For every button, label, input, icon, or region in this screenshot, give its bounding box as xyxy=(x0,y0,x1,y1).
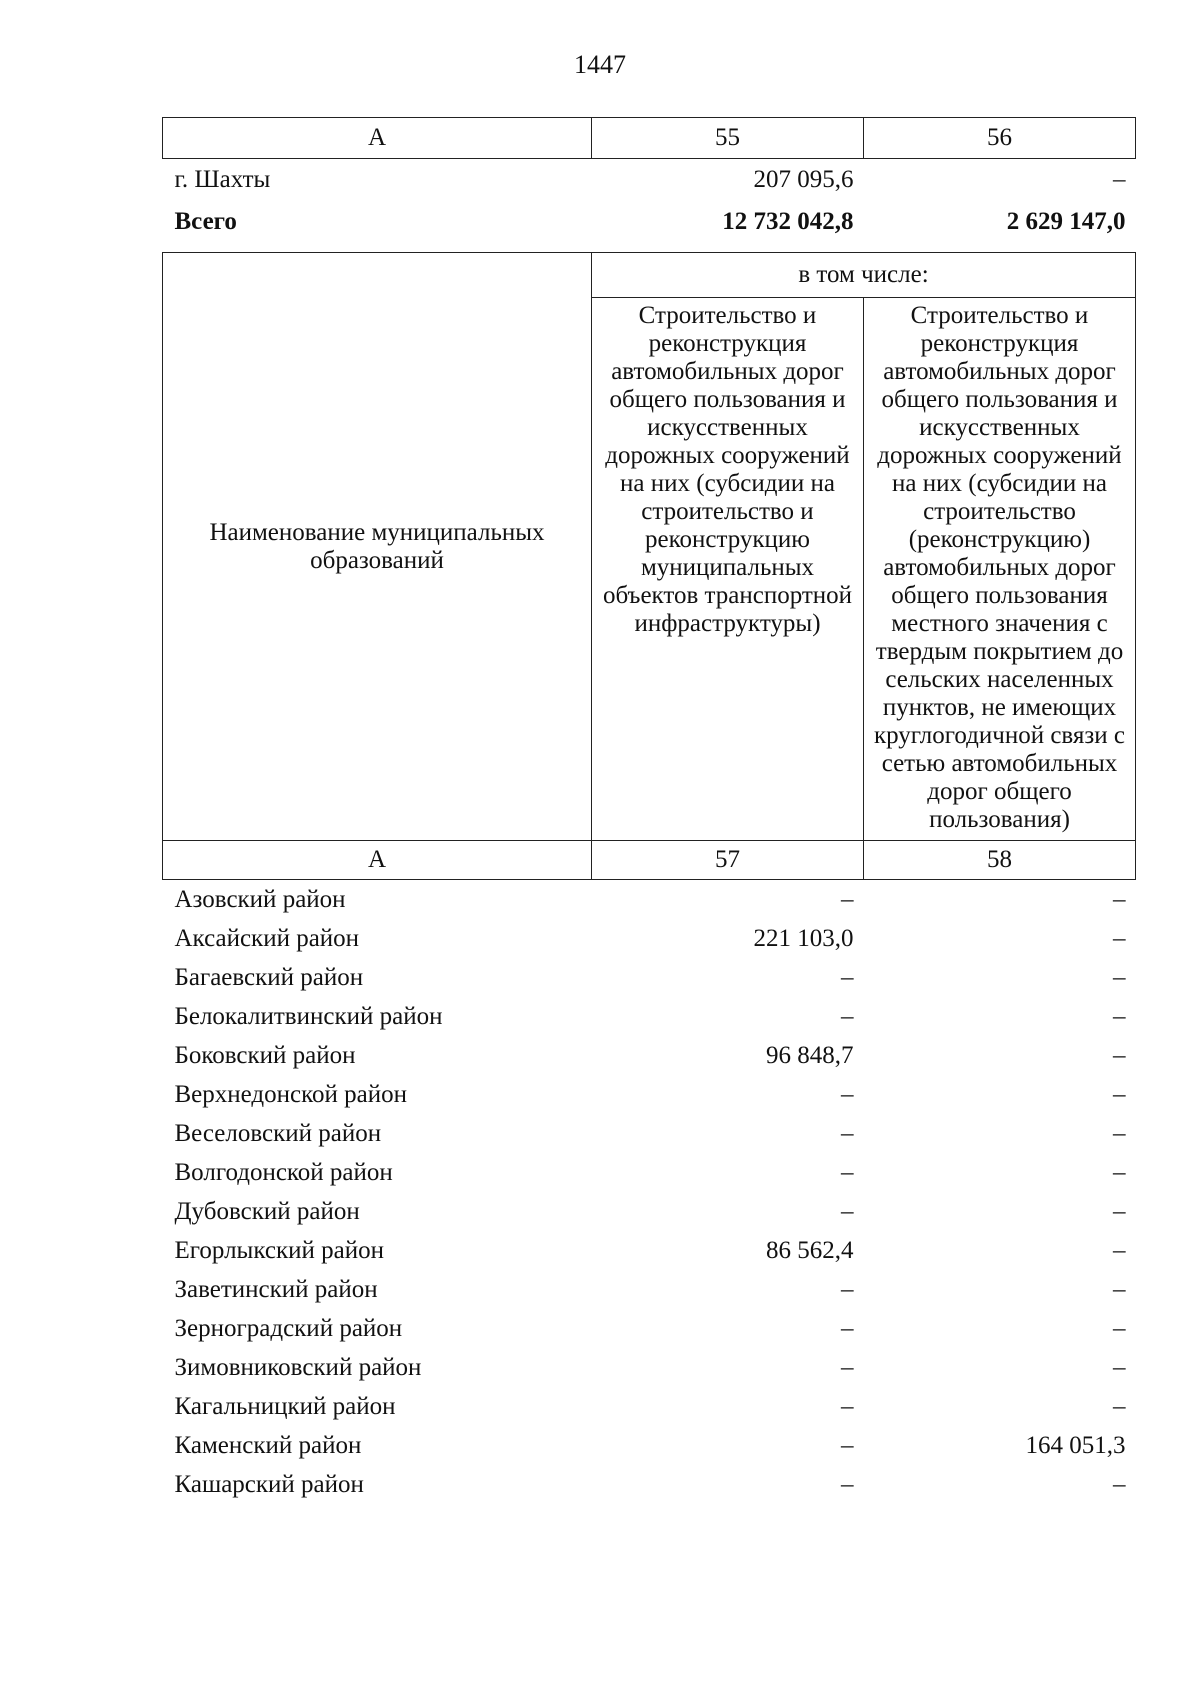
table-row xyxy=(163,159,1136,202)
municipality-name: Аксайский район xyxy=(174,925,360,952)
value-57: – xyxy=(841,886,854,913)
total-55: 12 732 042,8 xyxy=(722,208,854,235)
value-57: – xyxy=(841,1003,854,1030)
municipality-name: Зимовниковский район xyxy=(174,1354,422,1381)
value-58: – xyxy=(1113,1276,1126,1303)
table-row xyxy=(163,958,1136,997)
value-58: – xyxy=(1113,1042,1126,1069)
column-number-56: 56 xyxy=(864,118,1136,159)
column-number-a: А xyxy=(163,841,592,880)
value-57: – xyxy=(841,964,854,991)
column-number-57: 57 xyxy=(592,841,864,880)
municipality-name: Зерноградский район xyxy=(174,1315,403,1342)
page-number: 1447 xyxy=(574,50,626,79)
value-57: – xyxy=(841,1276,854,1303)
value-57: 221 103,0 xyxy=(753,925,854,952)
municipality-name: Заветинский район xyxy=(174,1276,378,1303)
column-number-55: 55 xyxy=(592,118,864,159)
municipality-name: Верхнедонской район xyxy=(174,1081,407,1108)
value-58: 164 051,3 xyxy=(1025,1432,1126,1459)
column-numbers-row xyxy=(163,841,1136,880)
municipality-name: Белокалитвинский район xyxy=(174,1003,443,1030)
value-55: 207 095,6 xyxy=(753,166,854,193)
value-58: – xyxy=(1113,1471,1126,1498)
value-58: – xyxy=(1113,1237,1126,1264)
value-57: – xyxy=(841,1354,854,1381)
value-57: – xyxy=(841,1081,854,1108)
municipality-name: г. Шахты xyxy=(174,166,271,193)
table-row xyxy=(163,1075,1136,1114)
value-56: – xyxy=(1113,166,1126,193)
municipality-name: Волгодонской район xyxy=(174,1159,393,1186)
table-row xyxy=(163,1465,1136,1504)
table-body xyxy=(163,880,1136,1505)
value-57: 86 562,4 xyxy=(766,1237,854,1264)
value-57: – xyxy=(841,1471,854,1498)
value-58: – xyxy=(1113,1198,1126,1225)
value-57: – xyxy=(841,1198,854,1225)
column-number-a: А xyxy=(163,118,592,159)
column-number-58: 58 xyxy=(864,841,1136,880)
table-row xyxy=(163,1426,1136,1465)
table-row xyxy=(163,880,1136,920)
value-58: – xyxy=(1113,1081,1126,1108)
header-row xyxy=(163,118,1136,159)
column-58-description: Строительство и реконструкция автомобильных дорог общего пользования и искусственных дорожных сооружений на них (субсидии на строительство (реконструкцию) автомобильных дорог общего пользования местного значения с твердым покрытием до сельских населенных пунктов, не имеющих круглогодичной связи с сетью автомобильных дорог общего пользования) xyxy=(864,298,1136,841)
continuation-table xyxy=(162,117,1136,243)
including-header: в том числе: xyxy=(592,253,1136,298)
municipality-name: Кашарский район xyxy=(174,1471,364,1498)
municipality-name: Боковский район xyxy=(174,1042,356,1069)
value-58: – xyxy=(1113,1354,1126,1381)
table-row xyxy=(163,1309,1136,1348)
table-row xyxy=(163,1036,1136,1075)
total-label: Всего xyxy=(174,208,237,235)
table-row xyxy=(163,997,1136,1036)
value-58: – xyxy=(1113,1393,1126,1420)
total-56: 2 629 147,0 xyxy=(1006,208,1126,235)
value-57: – xyxy=(841,1393,854,1420)
municipality-name: Егорлыкский район xyxy=(174,1237,384,1264)
value-58: – xyxy=(1113,1315,1126,1342)
name-column-header: Наименование муниципальных образований xyxy=(163,253,592,841)
table-row xyxy=(163,1114,1136,1153)
municipality-name: Багаевский район xyxy=(174,964,364,991)
municipality-name: Дубовский район xyxy=(174,1198,360,1225)
table-row xyxy=(163,1270,1136,1309)
municipality-name: Азовский район xyxy=(174,886,346,913)
header-row-1 xyxy=(163,253,1136,298)
value-58: – xyxy=(1113,964,1126,991)
value-57: – xyxy=(841,1315,854,1342)
value-58: – xyxy=(1113,1159,1126,1186)
table-row xyxy=(163,1348,1136,1387)
main-table xyxy=(162,252,1136,1504)
municipality-name: Каменский район xyxy=(174,1432,362,1459)
table-row xyxy=(163,919,1136,958)
value-57: – xyxy=(841,1120,854,1147)
municipality-name: Кагальницкий район xyxy=(174,1393,396,1420)
total-row xyxy=(163,201,1136,243)
value-58: – xyxy=(1113,925,1126,952)
value-57: – xyxy=(841,1432,854,1459)
value-57: 96 848,7 xyxy=(766,1042,854,1069)
municipality-name: Веселовский район xyxy=(174,1120,382,1147)
table-row xyxy=(163,1387,1136,1426)
value-58: – xyxy=(1113,886,1126,913)
table-row xyxy=(163,1153,1136,1192)
value-58: – xyxy=(1113,1003,1126,1030)
table-row xyxy=(163,1192,1136,1231)
column-57-description: Строительство и реконструкция автомобильных дорог общего пользования и искусственных дорожных сооружений на них (субсидии на строительство и реконструкцию муниципальных объектов транспортной инфраструктуры) xyxy=(592,298,864,841)
value-58: – xyxy=(1113,1120,1126,1147)
value-57: – xyxy=(841,1159,854,1186)
table-row xyxy=(163,1231,1136,1270)
